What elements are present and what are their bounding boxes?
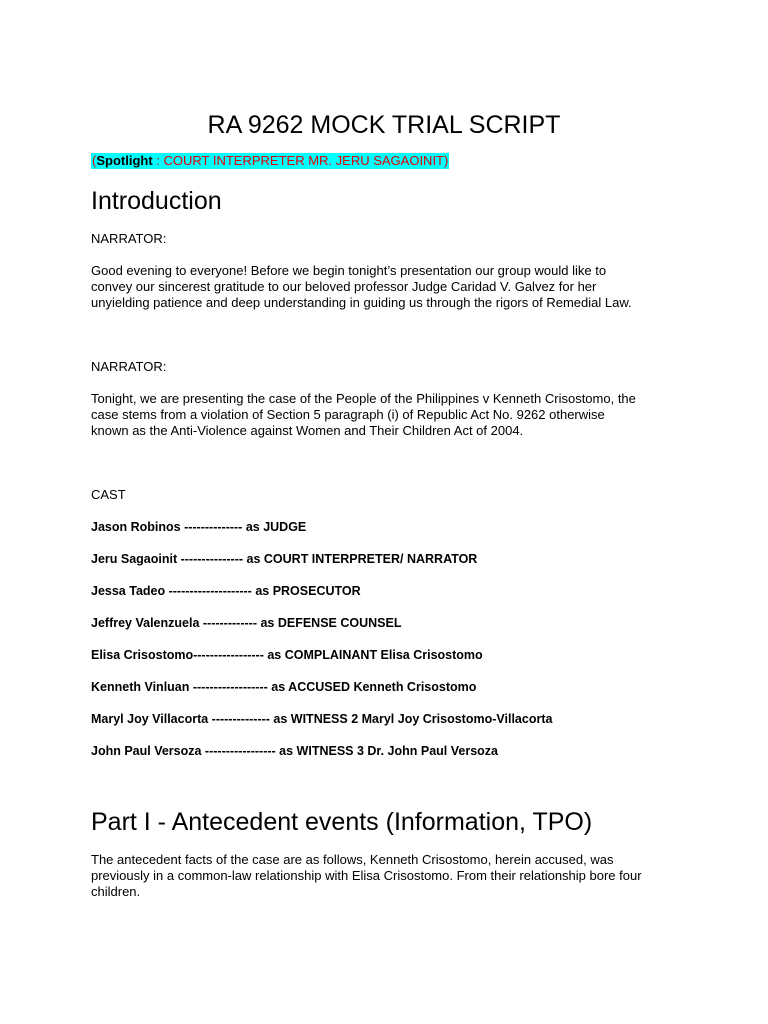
paragraph-line: Tonight, we are presenting the case of the People of the Philippines v Kenneth Crisostomo, the <box>91 391 636 406</box>
paragraph-line: unyielding patience and deep understanding in guiding us through the rigors of Remedial Law. <box>91 295 632 310</box>
paragraph-line: previously in a common-law relationship with Elisa Crisostomo. From their relationship bore four <box>91 868 642 883</box>
introduction-paragraph-2 <box>91 391 691 439</box>
narrator-label-2: NARRATOR: <box>91 359 167 374</box>
paragraph-line: case stems from a violation of Section 5 paragraph (i) of Republic Act No. 9262 otherwise <box>91 407 605 422</box>
cast-member: Jeffrey Valenzuela ------------- as DEFENSE COUNSEL <box>91 616 402 630</box>
spotlight-open-paren: ( <box>92 153 97 168</box>
paragraph-line: Good evening to everyone! Before we begin tonight’s presentation our group would like to <box>91 263 607 278</box>
spotlight-note <box>91 153 449 169</box>
cast-member: Jeru Sagaoinit --------------- as COURT INTERPRETER/ NARRATOR <box>91 552 478 566</box>
cast-member: Maryl Joy Villacorta -------------- as WITNESS 2 Maryl Joy Crisostomo-Villacorta <box>91 712 553 726</box>
paragraph-line: known as the Anti-Violence against Women and Their Children Act of 2004. <box>91 423 524 438</box>
cast-list <box>91 519 552 775</box>
cast-member: John Paul Versoza ----------------- as WITNESS 3 Dr. John Paul Versoza <box>91 744 498 758</box>
part-1-paragraph <box>91 852 691 900</box>
spotlight-key: Spotlight <box>96 153 153 168</box>
part-1-heading: Part I - Antecedent events (Information, TPO) <box>91 808 593 836</box>
cast-member: Jason Robinos -------------- as JUDGE <box>91 520 307 534</box>
cast-member: Elisa Crisostomo----------------- as COMPLAINANT Elisa Crisostomo <box>91 648 483 662</box>
paragraph-line: convey our sincerest gratitude to our beloved professor Judge Caridad V. Galvez for her <box>91 279 597 294</box>
paragraph-line: The antecedent facts of the case are as follows, Kenneth Crisostomo, herein accused, was <box>91 852 614 867</box>
cast-label: CAST <box>91 487 126 502</box>
narrator-label-1: NARRATOR: <box>91 231 167 246</box>
introduction-paragraph-1 <box>91 263 691 311</box>
cast-member: Kenneth Vinluan ------------------ as ACCUSED Kenneth Crisostomo <box>91 680 477 694</box>
cast-member: Jessa Tadeo -------------------- as PROSECUTOR <box>91 584 361 598</box>
document-title: RA 9262 MOCK TRIAL SCRIPT <box>207 111 561 139</box>
paragraph-line: children. <box>91 884 141 899</box>
spotlight-text: : COURT INTERPRETER MR. JERU SAGAOINIT) <box>152 153 449 168</box>
introduction-heading: Introduction <box>91 187 222 215</box>
